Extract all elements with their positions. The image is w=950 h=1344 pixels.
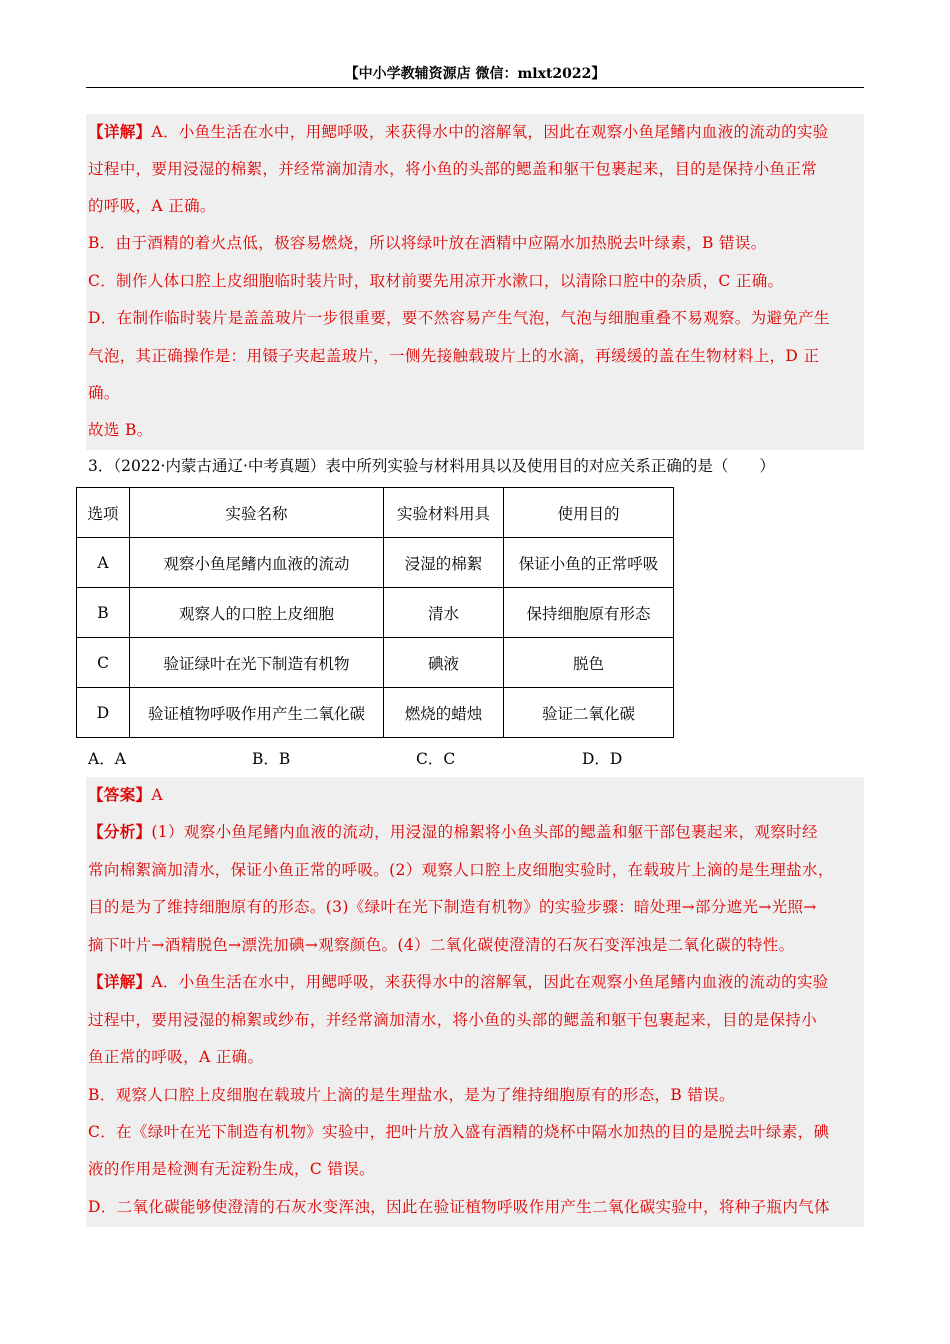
- analysis-tag: 【分析】: [88, 822, 152, 841]
- detail-line-3: 的呼吸，A 正确。: [88, 197, 216, 215]
- table-cell: 清水: [384, 588, 504, 638]
- detail-line-6: D．在制作临时装片是盖盖玻片一步很重要，要不然容易产生气泡，气泡与细胞重叠不易观察。为避免产生: [88, 309, 830, 327]
- table-cell: 保持细胞原有形态: [504, 588, 674, 638]
- detail2-line-5: C．在《绿叶在光下制造有机物》实验中，把叶片放入盛有酒精的烧杯中隔水加热的目的是脱去叶绿素，碘: [88, 1123, 830, 1141]
- detail-tag: 【详解】: [88, 122, 152, 141]
- table-cell: 验证植物呼吸作用产生二氧化碳: [130, 688, 384, 738]
- table-cell: D: [77, 688, 130, 738]
- question-text: 3．（2022·内蒙古通辽·中考真题）表中所列实验与材料用具以及使用目的对应关系正确的是（ ）: [88, 457, 775, 475]
- table-header-cell: 使用目的: [504, 488, 674, 538]
- table-cell: C: [77, 638, 130, 688]
- detail2-line-4: B．观察人口腔上皮细胞在载玻片上滴的是生理盐水，是为了维持细胞原有的形态，B 错误。: [88, 1086, 735, 1104]
- analysis-line-3: 目的是为了维持细胞原有的形态。(3)《绿叶在光下制造有机物》的实验步骤：暗处理→部分遮光→光照→: [88, 898, 817, 916]
- table-row: [77, 588, 674, 638]
- table-row: [77, 688, 674, 738]
- table-cell: 验证二氧化碳: [504, 688, 674, 738]
- detail2-line-1: 【详解】A．小鱼生活在水中，用鳃呼吸，来获得水中的溶解氧，因此在观察小鱼尾鳍内血液的流动的实验: [88, 972, 829, 991]
- detail-line-2: 过程中，要用浸湿的棉絮，并经常滴加清水，将小鱼的头部的鳃盖和躯干包裹起来，目的是保持小鱼正常: [88, 160, 818, 178]
- option-a: A．A: [88, 750, 126, 768]
- table-cell: 浸湿的棉絮: [384, 538, 504, 588]
- header-divider: [86, 87, 864, 88]
- table-cell: 燃烧的蜡烛: [384, 688, 504, 738]
- detail-line-7: 气泡，其正确操作是：用镊子夹起盖玻片，一侧先接触载玻片上的水滴，再缓缓的盖在生物材料上，D 正: [88, 347, 820, 365]
- answer-tag: 【答案】: [88, 785, 152, 804]
- detail-line-5: C．制作人体口腔上皮细胞临时装片时，取材前要先用凉开水漱口，以清除口腔中的杂质，C 正确。: [88, 272, 784, 290]
- detail-line-8: 确。: [88, 384, 120, 402]
- table-cell: 脱色: [504, 638, 674, 688]
- detail-line-4: B．由于酒精的着火点低，极容易燃烧，所以将绿叶放在酒精中应隔水加热脱去叶绿素，B 错误。: [88, 234, 767, 252]
- page-header: 【中小学教辅资源店 微信：mlxt2022】: [344, 66, 606, 82]
- detail2-line-2: 过程中，要用浸湿的棉絮或纱布，并经常滴加清水，将小鱼的头部的鳃盖和躯干包裹起来，目的是保持小: [88, 1011, 818, 1029]
- option-c: C．C: [416, 750, 456, 768]
- experiment-table: [76, 487, 674, 738]
- answer-value: A: [151, 786, 163, 804]
- table-cell: 保证小鱼的正常呼吸: [504, 538, 674, 588]
- detail-line-9: 故选 B。: [88, 421, 153, 439]
- table-cell: 观察小鱼尾鳍内血液的流动: [130, 538, 384, 588]
- table-cell: 碘液: [384, 638, 504, 688]
- table-cell: A: [77, 538, 130, 588]
- table-header-cell: 实验名称: [130, 488, 384, 538]
- table-cell: B: [77, 588, 130, 638]
- answer-line: [88, 784, 864, 806]
- option-d: D．D: [582, 750, 623, 768]
- option-b: B．B: [252, 750, 291, 768]
- detail2-line-7: D．二氧化碳能够使澄清的石灰水变浑浊，因此在验证植物呼吸作用产生二氧化碳实验中，将种子瓶内气体: [88, 1198, 830, 1216]
- detail-tag: 【详解】: [88, 972, 152, 991]
- table-cell: 观察人的口腔上皮细胞: [130, 588, 384, 638]
- detail-line-1: 【详解】A．小鱼生活在水中，用鳃呼吸，来获得水中的溶解氧，因此在观察小鱼尾鳍内血液的流动的实验: [88, 122, 829, 141]
- detail2-line-6: 液的作用是检测有无淀粉生成，C 错误。: [88, 1160, 375, 1178]
- table-row: [77, 538, 674, 588]
- table-cell: 验证绿叶在光下制造有机物: [130, 638, 384, 688]
- analysis-line-1: 【分析】(1）观察小鱼尾鳍内血液的流动，用浸湿的棉絮将小鱼头部的鳃盖和躯干部包裹起来，观察时经: [88, 822, 818, 841]
- analysis-line-4: 摘下叶片→酒精脱色→漂洗加碘→观察颜色。(4）二氧化碳使澄清的石灰石变浑浊是二氧化碳的特性。: [88, 936, 795, 954]
- table-header-cell: 选项: [77, 488, 130, 538]
- table-header-cell: 实验材料用具: [384, 488, 504, 538]
- table-row: [77, 638, 674, 688]
- detail2-line-3: 鱼正常的呼吸，A 正确。: [88, 1048, 264, 1066]
- analysis-line-2: 常向棉絮滴加清水，保证小鱼正常的呼吸。(2）观察人口腔上皮细胞实验时，在载玻片上滴的是生理盐水，: [88, 861, 834, 879]
- table-header-row: [77, 488, 674, 538]
